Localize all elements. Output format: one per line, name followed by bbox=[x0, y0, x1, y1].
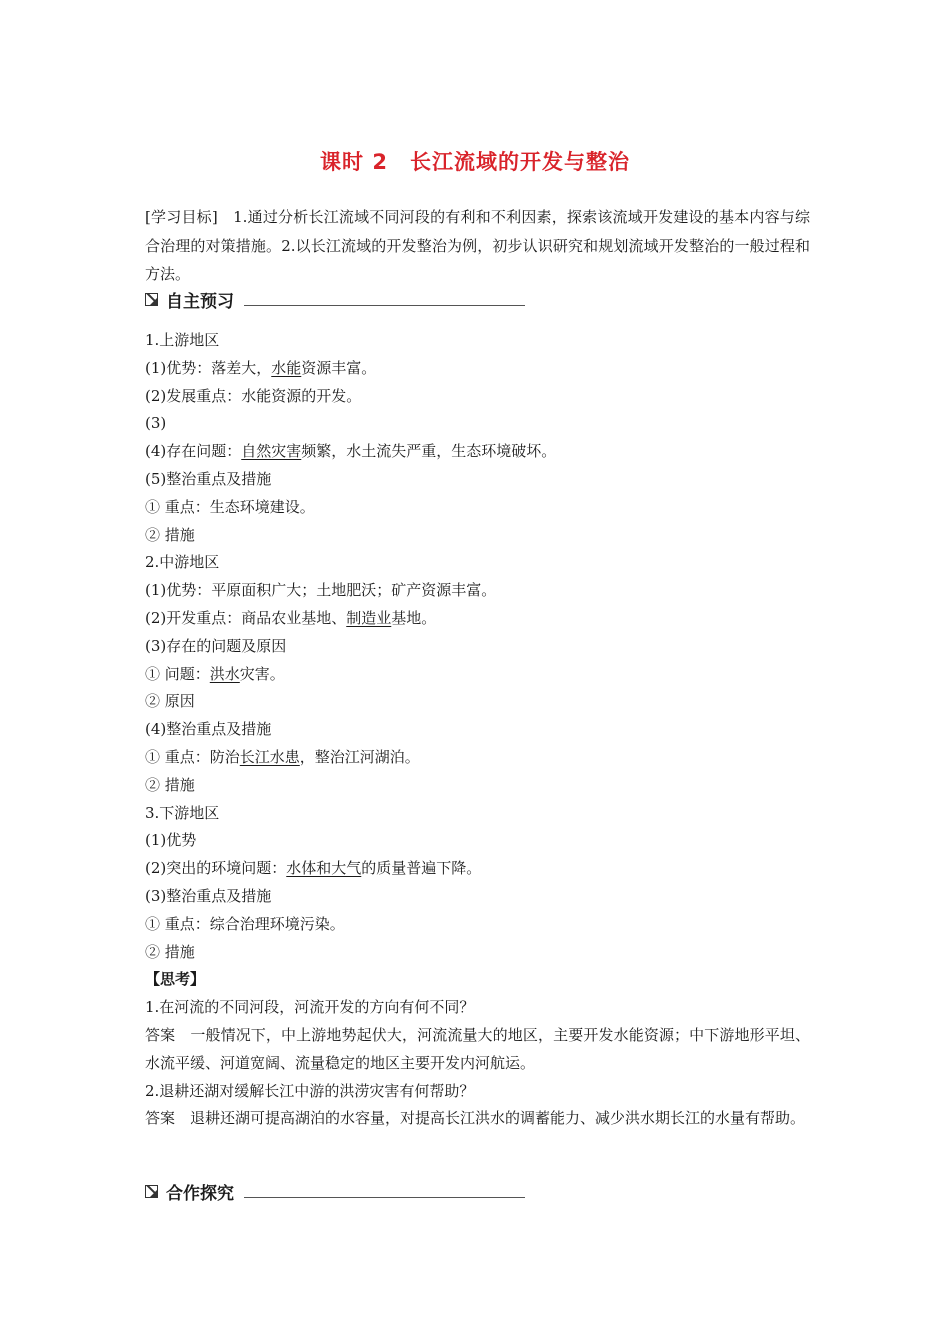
section-header-self-study bbox=[145, 287, 525, 311]
list-item: (3)整治重点及措施 bbox=[145, 886, 272, 905]
list-item: 2.中游地区 bbox=[145, 553, 220, 572]
list-item: (1)优势 bbox=[145, 831, 197, 850]
list-item: (2)突出的环境问题：水体和大气的质量普遍下降。 bbox=[145, 859, 482, 878]
list-item: (4)存在问题：自然灾害频繁，水土流失严重，生态环境破坏。 bbox=[145, 442, 557, 461]
list-item: (2)发展重点：水能资源的开发。 bbox=[145, 386, 362, 405]
section-header-cooperative-inquiry bbox=[145, 1179, 525, 1203]
list-item: 3.下游地区 bbox=[145, 803, 220, 822]
section-divider bbox=[244, 1197, 525, 1198]
list-item: (2)开发重点：商品农业基地、制造业基地。 bbox=[145, 608, 437, 627]
section-title: 合作探究 bbox=[166, 1183, 234, 1204]
list-item: (3) bbox=[145, 414, 167, 433]
answer-blank: 洪水 bbox=[209, 664, 240, 683]
list-item: ① 重点：生态环境建设。 bbox=[145, 497, 315, 516]
answer-blank: 水能 bbox=[271, 358, 302, 377]
list-item: ① 重点：防治长江水患，整治江河湖泊。 bbox=[145, 747, 420, 766]
think-label: 【思考】 bbox=[145, 970, 206, 989]
list-item: (1)优势：平原面积广大；土地肥沃；矿产资源丰富。 bbox=[145, 581, 497, 600]
list-item: (1)优势：落差大，水能资源丰富。 bbox=[145, 358, 377, 377]
list-item: ① 重点：综合治理环境污染。 bbox=[145, 914, 345, 933]
answer-blank: 水体和大气 bbox=[286, 859, 362, 878]
content-body bbox=[145, 327, 810, 1133]
list-item: 1.上游地区 bbox=[145, 331, 220, 349]
list-item: ② 原因 bbox=[145, 692, 195, 711]
question: 1.在河流的不同河段，河流开发的方向有何不同？ bbox=[145, 998, 475, 1017]
list-item: ① 问题：洪水灾害。 bbox=[145, 664, 285, 683]
list-item: (4)整治重点及措施 bbox=[145, 720, 272, 739]
answer: 答案 一般情况下，中上游地势起伏大，河流流量大的地区，主要开发水能资源；中下游地形平坦、水流平缓、河道宽阔、流量稳定的地区主要开发内河航运。 bbox=[145, 1025, 810, 1072]
list-item: ② 措施 bbox=[145, 775, 195, 794]
learning-objectives: [学习目标] 1.通过分析长江流域不同河段的有利和不利因素，探索该流域开发建设的基本内容与综合治理的对策措施。2.以长江流域的开发整治为例，初步认识研究和规划流域开发整治的一般过程和方法。 bbox=[145, 208, 810, 283]
list-item: (5)整治重点及措施 bbox=[145, 469, 272, 488]
list-item: ② 措施 bbox=[145, 942, 195, 961]
section-title: 自主预习 bbox=[166, 291, 234, 312]
section-divider bbox=[244, 305, 525, 306]
list-item: ② 措施 bbox=[145, 525, 195, 544]
answer-blank: 长江水患 bbox=[239, 747, 300, 766]
section-marker-icon bbox=[145, 1185, 158, 1198]
section-marker-icon bbox=[145, 293, 158, 306]
question: 2.退耕还湖对缓解长江中游的洪涝灾害有何帮助？ bbox=[145, 1081, 475, 1100]
answer-blank: 制造业 bbox=[346, 608, 392, 627]
page-title: 课时 2 长江流域的开发与整治 bbox=[320, 150, 630, 174]
list-item: (3)存在的问题及原因 bbox=[145, 636, 287, 655]
answer-blank: 自然灾害 bbox=[241, 442, 302, 461]
answer: 答案 退耕还湖可提高湖泊的水容量，对提高长江洪水的调蓄能力、减少洪水期长江的水量有帮助。 bbox=[145, 1109, 806, 1128]
